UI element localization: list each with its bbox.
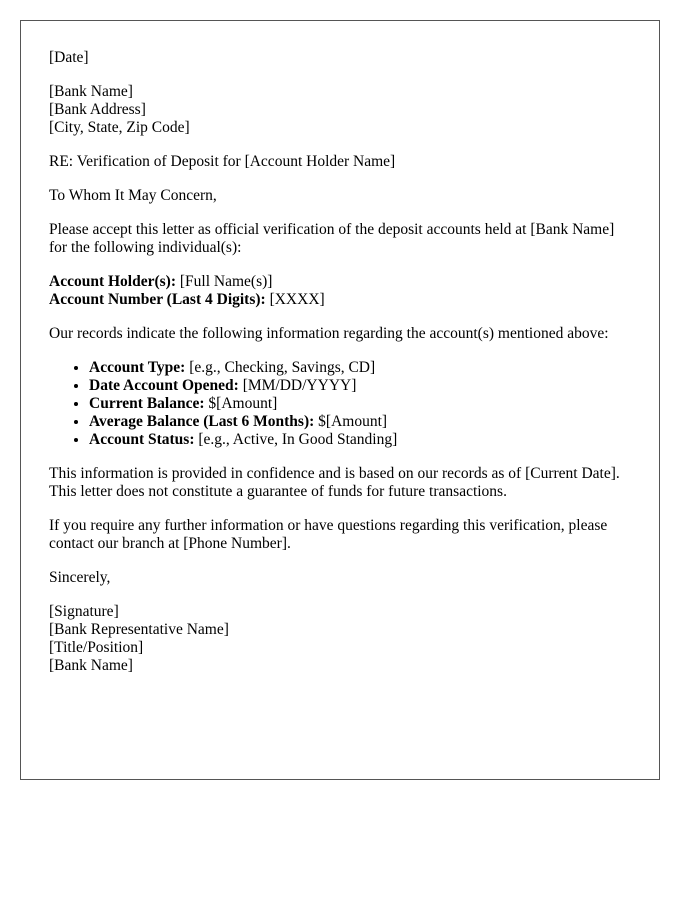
account-info-block xyxy=(49,273,631,309)
signature-block xyxy=(49,603,631,675)
bank-address-block xyxy=(49,83,631,137)
detail-item-account-type xyxy=(89,359,631,377)
date-line-block xyxy=(49,49,631,67)
representative-name: [Bank Representative Name] xyxy=(49,621,229,638)
detail-value: [e.g., Checking, Savings, CD] xyxy=(189,359,376,376)
detail-item-current-balance xyxy=(89,395,631,413)
letter-document xyxy=(20,20,660,780)
detail-value: $[Amount] xyxy=(318,413,388,430)
account-details-list xyxy=(49,359,631,449)
bank-name: [Bank Name] xyxy=(49,83,133,100)
salutation: To Whom It May Concern, xyxy=(49,187,217,204)
account-number-value: [XXXX] xyxy=(269,291,325,308)
bank-city-state-zip: [City, State, Zip Code] xyxy=(49,119,190,136)
representative-title: [Title/Position] xyxy=(49,639,144,656)
detail-item-account-status xyxy=(89,431,631,449)
closing: Sincerely, xyxy=(49,569,111,586)
closing-block xyxy=(49,569,631,587)
detail-label: Account Status: xyxy=(89,431,195,448)
intro-paragraph: Please accept this letter as official verification of the deposit accounts held at [Bank Name] for the following individual(s): xyxy=(49,221,615,256)
detail-label: Date Account Opened: xyxy=(89,377,239,394)
subject-line: RE: Verification of Deposit for [Account Holder Name] xyxy=(49,153,396,170)
bank-address: [Bank Address] xyxy=(49,101,146,118)
account-holder-label: Account Holder(s): xyxy=(49,273,176,290)
detail-value: [MM/DD/YYYY] xyxy=(242,377,357,394)
letter-date: [Date] xyxy=(49,49,89,66)
confidence-paragraph: This information is provided in confidence and is based on our records as of [Current Date]. This letter does not constitute a guarantee of funds for future transactions. xyxy=(49,465,620,500)
account-number-line xyxy=(49,291,631,309)
salutation-block xyxy=(49,187,631,205)
account-number-label: Account Number (Last 4 Digits): xyxy=(49,291,266,308)
detail-label: Current Balance: xyxy=(89,395,205,412)
records-intro-paragraph: Our records indicate the following information regarding the account(s) mentioned above: xyxy=(49,325,609,342)
detail-value: [e.g., Active, In Good Standing] xyxy=(198,431,398,448)
signature: [Signature] xyxy=(49,603,119,620)
detail-item-date-opened xyxy=(89,377,631,395)
signature-bank-name: [Bank Name] xyxy=(49,657,133,674)
account-holder-line xyxy=(49,273,631,291)
contact-paragraph: If you require any further information or have questions regarding this verification, please contact our branch at [Phone Number]. xyxy=(49,517,608,552)
detail-label: Account Type: xyxy=(89,359,186,376)
subject-block xyxy=(49,153,631,171)
account-holder-value: [Full Name(s)] xyxy=(179,273,273,290)
detail-value: $[Amount] xyxy=(208,395,278,412)
detail-item-average-balance xyxy=(89,413,631,431)
detail-label: Average Balance (Last 6 Months): xyxy=(89,413,315,430)
